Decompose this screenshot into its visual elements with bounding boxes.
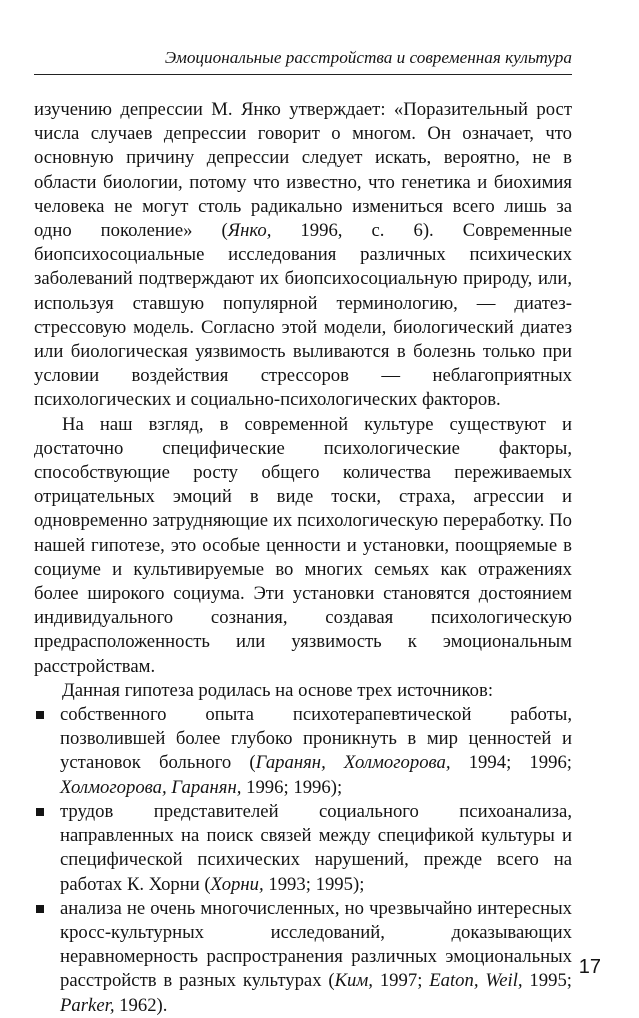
list-item-text: 1997; bbox=[372, 970, 430, 992]
list-item-text: трудов представителей социального психоанализа, направленных на поиск связей между спецификой культуры и специфической психических нарушений, прежде всего на работах К. Хорни ( bbox=[60, 800, 572, 895]
paragraph-3: Данная гипотеза родилась на основе трех источников: bbox=[62, 679, 494, 701]
list-item-text: 1995; bbox=[522, 970, 572, 992]
paragraph-1-text-b: 1996, с. 6). Современные биопсихосоциальные исследования различных психических заболеваний подтверждают их биопсихосоциальную природу, или, используя ставшую популярной терминологию, — диатез-стрессовую модель. Согласно этой модели, биологический диатез или биологическая уязвимость выливаются в болезнь только при условии воздействия стрессоров — неблагоприятных психологических и социально-психологических факторов. bbox=[34, 220, 572, 411]
page-body bbox=[34, 98, 572, 1018]
square-bullet-icon bbox=[36, 808, 44, 816]
running-title: Эмоциональные расстройства и современная культура bbox=[164, 48, 572, 67]
sources-list bbox=[34, 703, 572, 1018]
page-number: 17 bbox=[578, 956, 601, 978]
citation: Гаранян, Холмогорова, bbox=[255, 752, 451, 774]
list-item-text: 1993; 1995); bbox=[263, 873, 365, 895]
square-bullet-icon bbox=[36, 905, 44, 913]
paragraph-1 bbox=[34, 98, 572, 413]
citation: Eaton, Weil, bbox=[429, 970, 523, 992]
running-header bbox=[34, 48, 572, 75]
list-item-text: 1962). bbox=[114, 994, 168, 1016]
citation-yanko: Янко, bbox=[227, 220, 272, 242]
citation: Parker, bbox=[60, 994, 115, 1016]
list-item-text: анализа не очень многочисленных, но чрезвычайно интересных кросс-культурных исследований, доказывающих неравномерность распространения различных эмоциональных расстройств в разных культурах ( bbox=[60, 897, 572, 992]
list-item-text: собственного опыта психотерапевтической работы, позволившей более глубоко проникнуть в мир ценностей и установок больного ( bbox=[60, 704, 572, 774]
list-item-text: 1994; 1996; bbox=[450, 752, 572, 774]
list-item bbox=[34, 703, 572, 800]
paragraph-1-text-a: изучению депрессии М. Янко утверждает: «Поразительный рост числа случаев депрессии говорит о многом. Он означает, что основную причину депрессии следует искать, вероятно, не в области биологии, потому что известно, что генетика и биохимия человека не могут столь радикально измениться всего лишь за одно поколение» ( bbox=[34, 99, 572, 242]
citation: Холмогорова, Гаранян, bbox=[60, 776, 242, 798]
list-item-text: 1996; 1996); bbox=[241, 776, 343, 798]
paragraph-2: На наш взгляд, в современной культуре существуют и достаточно специфические психологические факторы, способствующие росту общего количества переживаемых отрицательных эмоций в виде тоски, страха, агрессии и одновременно затрудняющие их психологическую переработку. По нашей гипотезе, это особые ценности и установки, поощряемые в социуме и культивируемые во многих семьях как отражениях более широкого социума. Эти установки становятся достоянием индивидуального сознания, создавая психологическую предрасположенность или уязвимость к эмоциональным расстройствам. bbox=[34, 413, 572, 677]
list-item bbox=[34, 800, 572, 897]
square-bullet-icon bbox=[36, 711, 44, 719]
citation: Ким, bbox=[334, 970, 373, 992]
citation: Хорни, bbox=[210, 873, 264, 895]
